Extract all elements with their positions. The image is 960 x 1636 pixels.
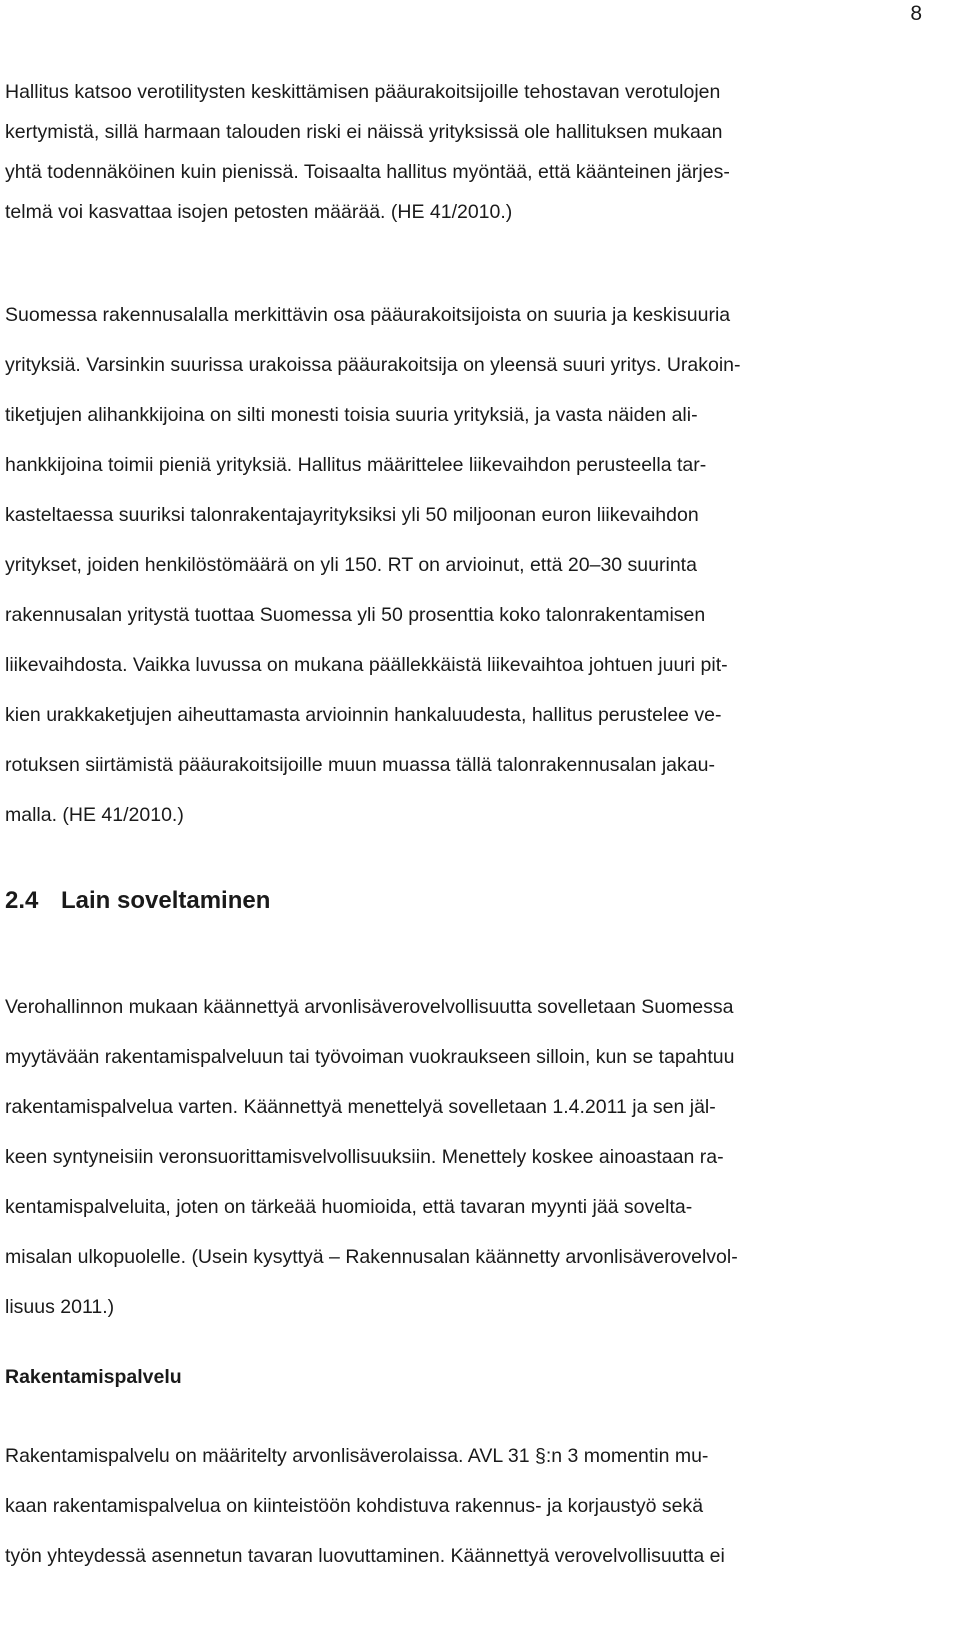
text-line: kasteltaessa suuriksi talonrakentajayrityksiksi yli 50 miljoonan euron liikevaihdon <box>5 504 699 526</box>
page-number: 8 <box>910 2 922 25</box>
text-line: kentamispalveluita, joten on tärkeää huomioida, että tavaran myynti jää sovelta- <box>5 1196 693 1218</box>
text-line: yrityksiä. Varsinkin suurissa urakoissa pääurakoitsija on yleensä suuri yritys. Urakoin- <box>5 354 741 376</box>
section-heading <box>5 880 270 922</box>
text-line: kien urakkaketjujen aiheuttamasta arvioinnin hankaluudesta, hallitus perustelee ve- <box>5 704 722 726</box>
text-line: myytävään rakentamispalveluun tai työvoiman vuokraukseen silloin, kun se tapahtuu <box>5 1046 735 1068</box>
section-number: 2.4 <box>5 887 39 914</box>
paragraph-2 <box>5 290 951 840</box>
text-line: rakennusalan yritystä tuottaa Suomessa yli 50 prosenttia koko talonrakentamisen <box>5 604 706 626</box>
text-line: rotuksen siirtämistä pääurakoitsijoille muun muassa tällä talonrakennusalan jakau- <box>5 754 715 776</box>
text-line: yhtä todennäköinen kuin pienissä. Toisaalta hallitus myöntää, että käänteinen järjes- <box>5 161 730 183</box>
text-line: rakentamispalvelua varten. Käännettyä menettelyä sovelletaan 1.4.2011 ja sen jäl- <box>5 1096 716 1118</box>
text-line: liikevaihdosta. Vaikka luvussa on mukana päällekkäistä liikevaihtoa johtuen juuri pit- <box>5 654 728 676</box>
paragraph-3 <box>5 982 951 1332</box>
text-line: Suomessa rakennusalalla merkittävin osa pääurakoitsijoista on suuria ja keskisuuria <box>5 304 731 326</box>
paragraph-1 <box>5 72 951 232</box>
text-line: kertymistä, sillä harmaan talouden riski ei näissä yrityksissä ole hallituksen mukaan <box>5 121 723 143</box>
text-line: lisuus 2011.) <box>5 1296 115 1318</box>
text-line: Verohallinnon mukaan käännettyä arvonlisäverovelvollisuutta sovelletaan Suomessa <box>5 996 734 1018</box>
text-line: malla. (HE 41/2010.) <box>5 804 184 826</box>
text-line: Rakentamispalvelu on määritelty arvonlisäverolaissa. AVL 31 §:n 3 momentin mu- <box>5 1445 709 1467</box>
text-line: yritykset, joiden henkilöstömäärä on yli 150. RT on arvioinut, että 20–30 suurinta <box>5 554 697 576</box>
text-line: hankkijoina toimii pieniä yrityksiä. Hallitus määrittelee liikevaihdon perusteella tar- <box>5 454 707 476</box>
text-line: Hallitus katsoo verotilitysten keskittämisen pääurakoitsijoille tehostavan verotulojen <box>5 81 721 103</box>
paragraph-4 <box>5 1431 951 1581</box>
text-line: tiketjujen alihankkijoina on silti monesti toisia suuria yrityksiä, ja vasta näiden ali- <box>5 404 698 426</box>
text-line: telmä voi kasvattaa isojen petosten määrää. (HE 41/2010.) <box>5 201 513 223</box>
text-line: misalan ulkopuolelle. (Usein kysyttyä – Rakennusalan käännetty arvonlisäverovelvol- <box>5 1246 738 1268</box>
text-line: kaan rakentamispalvelua on kiinteistöön kohdistuva rakennus- ja korjaustyö sekä <box>5 1495 704 1517</box>
subheading: Rakentamispalvelu <box>5 1366 182 1388</box>
text-line: keen syntyneisiin veronsuorittamisvelvollisuuksiin. Menettely koskee ainoastaan ra- <box>5 1146 724 1168</box>
text-line: työn yhteydessä asennetun tavaran luovuttaminen. Käännettyä verovelvollisuutta ei <box>5 1545 725 1567</box>
section-title: Lain soveltaminen <box>61 887 271 914</box>
